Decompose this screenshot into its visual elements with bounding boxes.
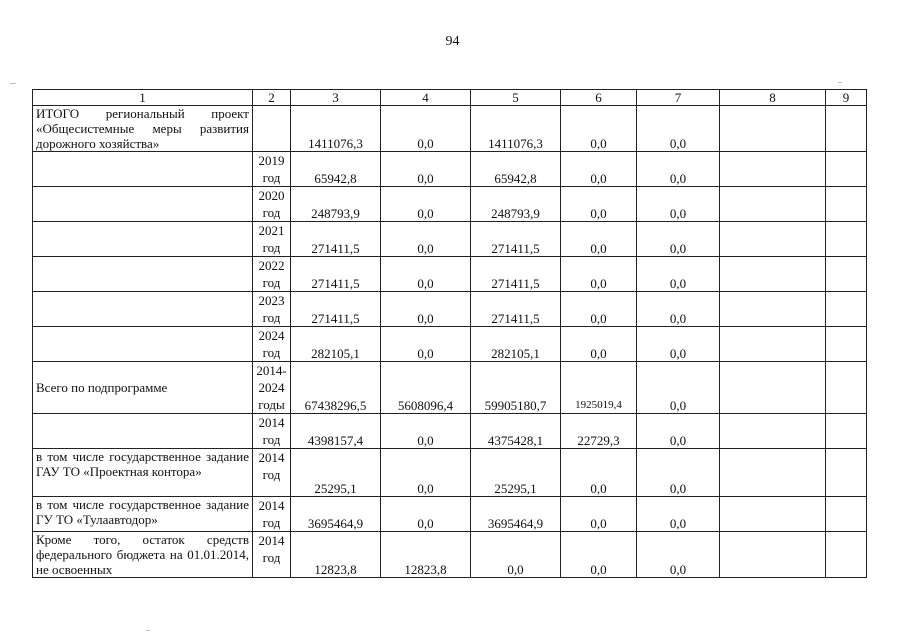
cell-value: 271411,5 (291, 257, 381, 292)
cell-value: 3695464,9 (471, 497, 561, 532)
cell-value: 282105,1 (471, 327, 561, 362)
table-row (33, 449, 867, 497)
cell-value: 0,0 (381, 449, 471, 497)
empty-cell (826, 187, 867, 222)
cell-value: 0,0 (561, 532, 637, 578)
row-period: 2014 год (253, 414, 291, 449)
cell-value: 0,0 (381, 106, 471, 152)
column-header: 3 (291, 90, 381, 106)
table-row (33, 292, 867, 327)
cell-value: 1411076,3 (291, 106, 381, 152)
row-period: 2014 год (253, 449, 291, 497)
table-row (33, 414, 867, 449)
cell-value: 0,0 (381, 497, 471, 532)
cell-value: 0,0 (637, 414, 720, 449)
column-number-row (33, 90, 867, 106)
cell-value: 271411,5 (291, 222, 381, 257)
empty-cell (826, 497, 867, 532)
table-row (33, 152, 867, 187)
cell-value: 0,0 (381, 327, 471, 362)
cell-value: 0,0 (637, 362, 720, 414)
row-description (33, 152, 253, 187)
cell-value: 0,0 (637, 497, 720, 532)
table-row (33, 187, 867, 222)
row-description (33, 292, 253, 327)
empty-cell (826, 106, 867, 152)
cell-value: 0,0 (561, 222, 637, 257)
row-period: 2021 год (253, 222, 291, 257)
empty-cell (720, 327, 826, 362)
cell-value: 1925019,4 (561, 362, 637, 414)
row-description (33, 414, 253, 449)
cell-value: 65942,8 (291, 152, 381, 187)
cell-value: 0,0 (381, 187, 471, 222)
row-period: 2014 год (253, 532, 291, 578)
empty-cell (720, 449, 826, 497)
row-description (33, 187, 253, 222)
row-period: 2023 год (253, 292, 291, 327)
cell-value: 0,0 (561, 187, 637, 222)
cell-value: 0,0 (381, 222, 471, 257)
cell-value: 0,0 (637, 449, 720, 497)
table-row (33, 106, 867, 152)
cell-value: 271411,5 (471, 292, 561, 327)
column-header: 5 (471, 90, 561, 106)
cell-value: 4398157,4 (291, 414, 381, 449)
cell-value: 0,0 (561, 292, 637, 327)
cell-value: 0,0 (561, 152, 637, 187)
row-description (33, 327, 253, 362)
budget-table (32, 89, 867, 578)
cell-value: 0,0 (561, 257, 637, 292)
cell-value: 0,0 (637, 532, 720, 578)
scan-mark (838, 82, 842, 83)
cell-value: 5608096,4 (381, 362, 471, 414)
empty-cell (720, 532, 826, 578)
column-header: 4 (381, 90, 471, 106)
cell-value: 22729,3 (561, 414, 637, 449)
page-number: 94 (445, 34, 460, 49)
cell-value: 0,0 (637, 222, 720, 257)
cell-value: 0,0 (381, 257, 471, 292)
cell-value: 0,0 (561, 106, 637, 152)
empty-cell (720, 152, 826, 187)
row-description: в том числе государственное задание ГАУ ТО «Проектная контора» (33, 449, 253, 497)
row-period: 2022 год (253, 257, 291, 292)
row-period (253, 106, 291, 152)
empty-cell (826, 532, 867, 578)
empty-cell (720, 257, 826, 292)
row-period: 2014 год (253, 497, 291, 532)
empty-cell (720, 106, 826, 152)
row-period: 2024 год (253, 327, 291, 362)
empty-cell (826, 449, 867, 497)
empty-cell (720, 497, 826, 532)
cell-value: 25295,1 (291, 449, 381, 497)
row-period: 2014-2024 годы (253, 362, 291, 414)
empty-cell (720, 187, 826, 222)
cell-value: 0,0 (637, 187, 720, 222)
cell-value: 67438296,5 (291, 362, 381, 414)
cell-value: 248793,9 (291, 187, 381, 222)
cell-value: 271411,5 (471, 257, 561, 292)
cell-value: 282105,1 (291, 327, 381, 362)
table-row (33, 497, 867, 532)
row-period: 2019 год (253, 152, 291, 187)
cell-value: 271411,5 (291, 292, 381, 327)
cell-value: 0,0 (637, 152, 720, 187)
cell-value: 0,0 (381, 414, 471, 449)
cell-value: 65942,8 (471, 152, 561, 187)
cell-value: 248793,9 (471, 187, 561, 222)
empty-cell (826, 292, 867, 327)
column-header: 1 (33, 90, 253, 106)
scan-mark (146, 630, 150, 631)
column-header: 2 (253, 90, 291, 106)
cell-value: 0,0 (561, 497, 637, 532)
empty-cell (720, 362, 826, 414)
empty-cell (826, 152, 867, 187)
cell-value: 0,0 (637, 327, 720, 362)
cell-value: 0,0 (561, 449, 637, 497)
empty-cell (826, 222, 867, 257)
table-row (33, 532, 867, 578)
cell-value: 4375428,1 (471, 414, 561, 449)
cell-value: 0,0 (637, 292, 720, 327)
cell-value: 0,0 (637, 106, 720, 152)
table-row (33, 222, 867, 257)
cell-value: 3695464,9 (291, 497, 381, 532)
empty-cell (826, 327, 867, 362)
empty-cell (720, 292, 826, 327)
table-row (33, 257, 867, 292)
cell-value: 271411,5 (471, 222, 561, 257)
cell-value: 12823,8 (381, 532, 471, 578)
cell-value: 0,0 (381, 292, 471, 327)
cell-value: 59905180,7 (471, 362, 561, 414)
cell-value: 0,0 (637, 257, 720, 292)
column-header: 6 (561, 90, 637, 106)
row-description (33, 222, 253, 257)
row-period: 2020 год (253, 187, 291, 222)
row-description: ИТОГО региональный проект «Общесистемные меры развития дорожного хозяйства» (33, 106, 253, 152)
column-header: 9 (826, 90, 867, 106)
empty-cell (826, 362, 867, 414)
column-header: 7 (637, 90, 720, 106)
cell-value: 25295,1 (471, 449, 561, 497)
empty-cell (720, 222, 826, 257)
table-row (33, 362, 867, 414)
row-description (33, 257, 253, 292)
row-description: Всего по подпрограмме (33, 362, 253, 414)
cell-value: 12823,8 (291, 532, 381, 578)
scan-mark (10, 83, 16, 84)
table-row (33, 327, 867, 362)
cell-value: 1411076,3 (471, 106, 561, 152)
row-description: в том числе государственное задание ГУ ТО «Тулаавтодор» (33, 497, 253, 532)
empty-cell (826, 257, 867, 292)
empty-cell (720, 414, 826, 449)
row-description: Кроме того, остаток средств федерального бюджета на 01.01.2014, не освоенных (33, 532, 253, 578)
cell-value: 0,0 (381, 152, 471, 187)
empty-cell (826, 414, 867, 449)
column-header: 8 (720, 90, 826, 106)
cell-value: 0,0 (561, 327, 637, 362)
cell-value: 0,0 (471, 532, 561, 578)
